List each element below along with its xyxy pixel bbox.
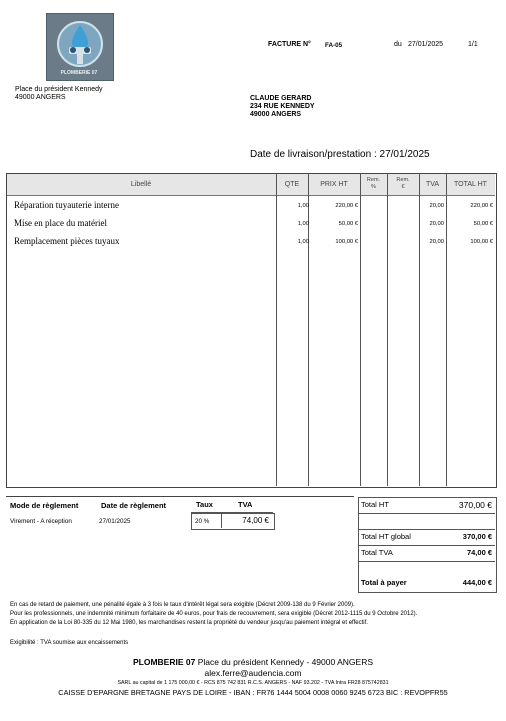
item-qte: 1,00 bbox=[297, 221, 309, 227]
client-city: 49000 ANGERS bbox=[250, 111, 302, 118]
item-total: 50,00 € bbox=[473, 221, 493, 227]
col-divider bbox=[360, 173, 361, 486]
client-street: 234 RUE KENNEDY bbox=[250, 103, 315, 110]
total-ht-global-row bbox=[358, 529, 495, 546]
company-address-line2: 49000 ANGERS bbox=[15, 94, 66, 101]
company-address-line1: Place du président Kennedy bbox=[15, 86, 103, 93]
note-line: En cas de retard de paiement, une pénalité égale à 3 fois le taux d'intérêt légal sera exigible (Décret 2009-138 du 9 Février 2009). bbox=[10, 602, 355, 608]
payment-date-label: Date de règlement bbox=[101, 501, 167, 510]
item-tva: 20,00 bbox=[429, 239, 444, 245]
footer-bank: CAISSE D'EPARGNE BRETAGNE PAYS DE LOIRE - IBAN : FR76 1444 5004 0008 0060 9245 6723 BIC : REVOPFR55 bbox=[58, 688, 448, 697]
col-divider bbox=[387, 173, 388, 486]
payment-date: 27/01/2025 bbox=[99, 518, 131, 525]
item-label: Remplacement pièces tuyaux bbox=[14, 236, 120, 246]
item-tva: 20,00 bbox=[429, 221, 444, 227]
item-total: 220,00 € bbox=[470, 203, 493, 209]
col-divider bbox=[276, 173, 277, 486]
vat-amount-label: TVA bbox=[238, 500, 253, 509]
col-divider bbox=[419, 173, 420, 486]
page-number: 1/1 bbox=[468, 41, 478, 48]
col-divider bbox=[308, 173, 309, 486]
header-total: TOTAL HT bbox=[454, 180, 487, 188]
item-prix: 220,00 € bbox=[335, 203, 358, 209]
section-divider bbox=[6, 496, 354, 497]
item-prix: 50,00 € bbox=[338, 221, 358, 227]
client-name: CLAUDE GERARD bbox=[250, 95, 312, 102]
item-label: Réparation tuyauterie interne bbox=[14, 200, 119, 210]
delivery-date: Date de livraison/prestation : 27/01/2025 bbox=[250, 149, 430, 160]
total-ht-global-label: Total HT global bbox=[361, 532, 411, 541]
total-payer-label: Total à payer bbox=[361, 578, 407, 587]
invoice-date-prefix: du bbox=[394, 41, 402, 48]
note-line: En application de la Loi 80-335 du 12 Mai 1980, les marchandises restent la propriété du vendeur jusqu'au paiement intégral et effectif. bbox=[10, 620, 368, 626]
header-rem-pct: Rem. % bbox=[366, 177, 381, 190]
total-ht-global: 370,00 € bbox=[462, 532, 492, 541]
payment-mode-label: Mode de règlement bbox=[10, 501, 79, 510]
header-qte: QTE bbox=[284, 180, 300, 188]
total-ht-row bbox=[358, 497, 495, 514]
col-divider bbox=[446, 173, 447, 486]
logo-text: PLOMBERIE 07 bbox=[60, 70, 98, 76]
footer-company bbox=[0, 657, 506, 667]
payment-mode: Virement - A réception bbox=[10, 518, 72, 525]
total-tva-row bbox=[358, 545, 495, 562]
item-total: 100,00 € bbox=[470, 239, 493, 245]
legal-notes bbox=[10, 601, 500, 628]
company-address bbox=[15, 86, 103, 102]
total-tva-label: Total TVA bbox=[361, 548, 393, 557]
vat-table-top bbox=[191, 512, 273, 513]
total-payer: 444,00 € bbox=[462, 578, 492, 587]
invoice-label: FACTURE N° bbox=[268, 41, 311, 48]
client-block bbox=[250, 95, 315, 119]
header-libelle: Libellé bbox=[130, 180, 152, 188]
item-prix: 100,00 € bbox=[335, 239, 358, 245]
total-payer-row bbox=[358, 575, 495, 591]
footer-company-name: PLOMBERIE 07 bbox=[132, 657, 196, 667]
item-qte: 1,00 bbox=[297, 203, 309, 209]
total-ht: 370,00 € bbox=[458, 500, 492, 510]
vat-note: Exigibilité : TVA soumise aux encaissements bbox=[10, 640, 129, 646]
item-label: Mise en place du matériel bbox=[14, 218, 107, 228]
footer-email: alex.ferre@audencia.com bbox=[204, 668, 302, 678]
header-prix: PRIX HT bbox=[320, 180, 348, 188]
item-tva: 20,00 bbox=[429, 203, 444, 209]
vat-rate-label: Taux bbox=[196, 500, 213, 509]
blank-row bbox=[358, 513, 495, 530]
note-line: Pour les professionnels, une indemnité minimum forfaitaire de 40 euros, pour frais de recouvrement, sera exigible (Décret 2012-1115 du 9 Octobre 2012). bbox=[10, 611, 418, 617]
item-qte: 1,00 bbox=[297, 239, 309, 245]
footer-address: Place du président Kennedy - 49000 ANGERS bbox=[197, 657, 374, 667]
header-tva: TVA bbox=[425, 180, 440, 188]
footer-legal: SARL au capital de 1 175 000,00 € - RCS 875 742 831 R.C.S. ANGERS - NAF 93.202 - TVA Intra FR28 875742831 bbox=[117, 680, 389, 686]
invoice-date: 27/01/2025 bbox=[408, 41, 444, 48]
vat-rate: 20 % bbox=[195, 518, 210, 525]
header-rem-eur: Rem. € bbox=[396, 177, 410, 190]
vat-amount: 74,00 € bbox=[242, 516, 269, 525]
invoice-number: FA-05 bbox=[325, 42, 343, 49]
total-ht-label: Total HT bbox=[361, 500, 389, 509]
total-tva: 74,00 € bbox=[466, 548, 492, 557]
